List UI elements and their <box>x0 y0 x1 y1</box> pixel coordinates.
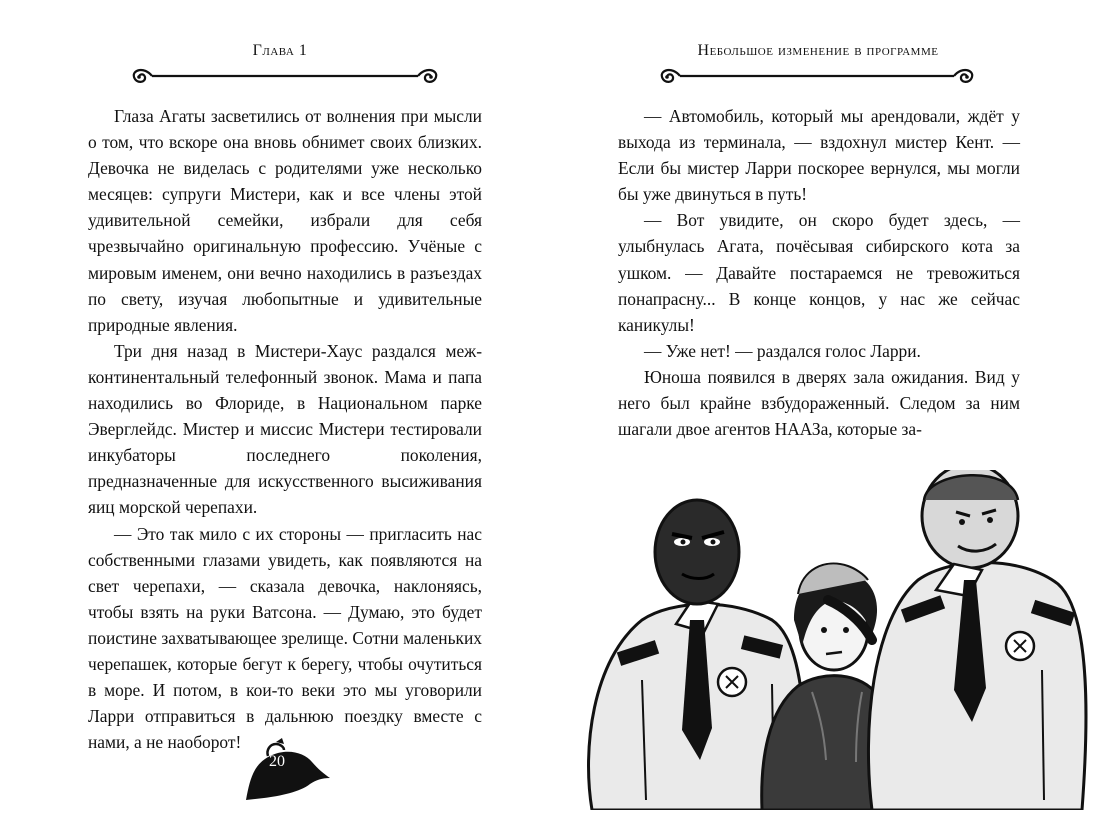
page-number-badge-icon <box>240 738 330 804</box>
page-number: 20 <box>269 753 285 770</box>
header-ornament <box>130 64 440 86</box>
paragraph: — Вот увидите, он скоро будет здесь, — улыбнулась Агата, почёсывая сибирского кота за ушком. — Давайте постараемся не тревожиться понапрасну... В конце концов, у нас же сейчас каникулы! <box>618 210 1020 335</box>
left-body-text <box>88 103 482 755</box>
running-head-chapter: Глава 1 <box>252 42 308 59</box>
paragraph: Глаза Агаты засветились от волнения при мысли о том, что вскоре она вновь обнимет своих близких. Девочка не виделась с родителями уже несколько месяцев: супруги Мистери, как и все члены этой удивительной семейки, избрали для себя чрезвычайно оригинальную профессию. Учёные с мировым именем, они вечно находились в разъездах по свету, изучая любопытные и удивительные природные явления. <box>88 106 482 335</box>
paragraph: Юноша появился в дверях зала ожидания. Вид у него был крайне взбудораженный. Следом за ним шагали двое агентов НААЗа, которые за- <box>618 366 1020 440</box>
paragraph: — Это так мило с их стороны — пригласить нас собственными глазами увидеть, как появляются на свет черепахи, — сказала девочка, наклоняясь, чтобы взять на руки Ватсона. — Думаю, это будет поистине захватывающее зрелище. Сотни маленьких черепашек, которые бегут к берегу, чтобы очутиться в море. И потом, в кои-то веки это мы уговорили Ларри отправиться в дальнюю поездку вместе с нами, а не наоборот! <box>88 523 482 753</box>
right-page <box>550 0 1100 825</box>
right-body-text <box>618 103 1020 442</box>
paragraph: — Уже нет! — раздался голос Ларри. <box>644 340 921 361</box>
header-ornament <box>658 64 976 86</box>
running-head-title: Небольшое изменение в программе <box>697 42 939 59</box>
agents-with-larry-illustration <box>572 470 1088 810</box>
paragraph: Три дня назад в Мистери-Хаус раздался межконтинентальный телефонный звонок. Мама и папа находились во Флориде, в Национальном парке Эверглейдс. Мистер и миссис Мистери тестировали инкубаторы последнего поколения, предназначенные для искусственного высиживания яиц морской черепахи. <box>88 340 482 518</box>
paragraph: — Автомобиль, который мы арендовали, ждёт у выхода из терминала, — вздохнул мистер Кент. — Если бы мистер Ларри поскорее вернулся, мы могли бы уже двинуться в путь! <box>618 106 1020 205</box>
